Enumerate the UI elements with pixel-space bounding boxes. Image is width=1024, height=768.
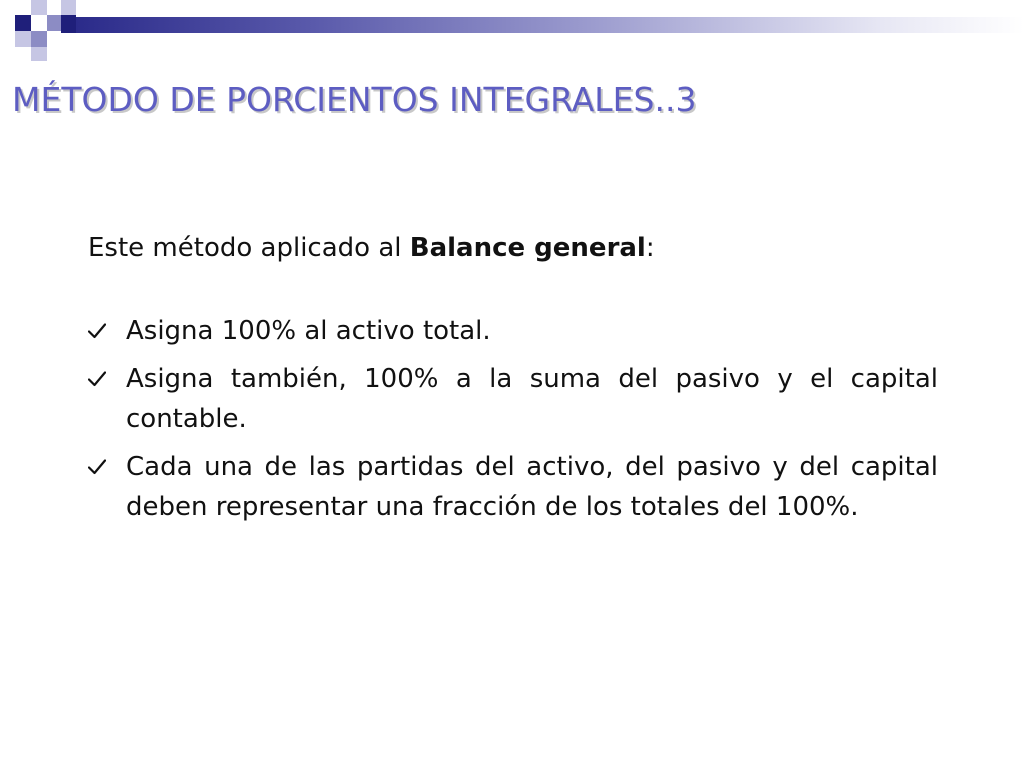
list-item-text: Cada una de las partidas del activo, del pasivo y del capital deben representar una fracción de los totales del 100%. [126, 452, 938, 522]
checkmark-icon [88, 447, 110, 487]
list-item [88, 359, 938, 439]
list-item [88, 311, 938, 351]
checkmark-icon [88, 311, 110, 351]
intro-prefix: Este método aplicado al [88, 233, 410, 263]
decor-square [31, 31, 47, 47]
intro-paragraph [88, 228, 938, 268]
decor-square [31, 47, 47, 61]
checkmark-icon [88, 359, 110, 399]
intro-bold-term: Balance general [409, 233, 646, 263]
checklist [88, 311, 938, 527]
decor-square [61, 15, 76, 33]
slide-body [88, 228, 938, 535]
decor-square [31, 0, 47, 15]
list-item-text: Asigna 100% al activo total. [126, 316, 491, 346]
decor-square [15, 31, 31, 47]
decor-square [15, 15, 31, 31]
header-gradient-bar [76, 17, 1024, 33]
list-item-text: Asigna también, 100% a la suma del pasivo y el capital contable. [126, 364, 938, 434]
decor-square [47, 15, 61, 31]
intro-suffix: : [645, 233, 655, 263]
slide-title: MÉTODO DE PORCIENTOS INTEGRALES..3 [12, 80, 697, 119]
decor-square [61, 0, 76, 15]
list-item [88, 447, 938, 527]
